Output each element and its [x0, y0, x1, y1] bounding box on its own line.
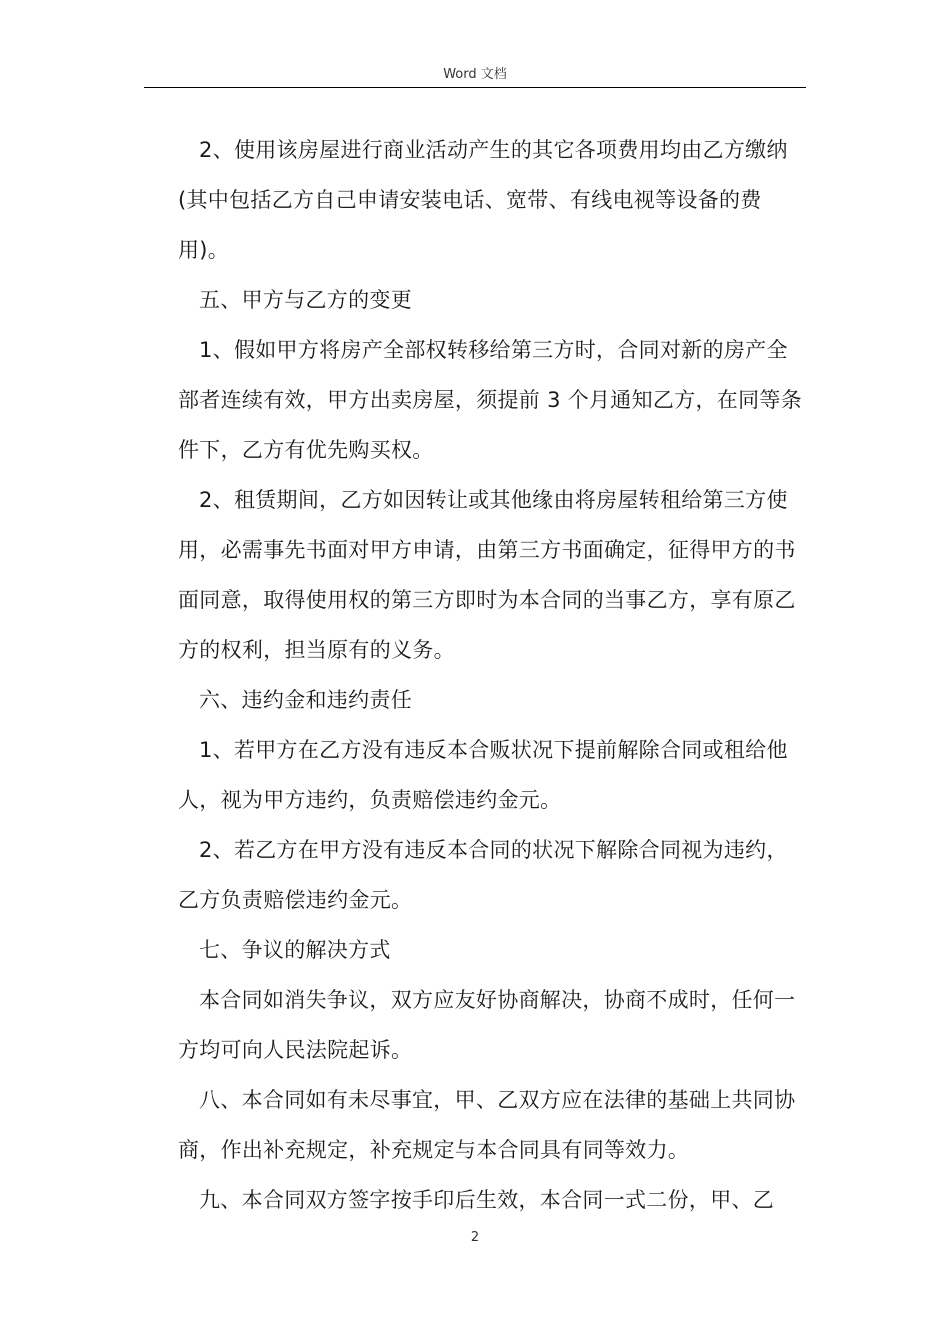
paragraph-ownership-transfer: 1、假如甲方将房产全部权转移给第三方时，合同对新的房产全部者连续有效，甲方出卖房屋，须提前 3 个月通知乙方，在同等条件下，乙方有优先购买权。: [178, 338, 803, 462]
paragraph-dispute-resolution: 本合同如消失争议，双方应友好协商解决，协商不成时，任何一方均可向人民法院起诉。: [178, 988, 796, 1062]
paragraph-party-a-breach: 1、若甲方在乙方没有违反本合贩状况下提前解除合同或租给他人，视为甲方违约，负责赔偿违约金元。: [178, 738, 788, 812]
paragraph-party-b-breach: 2、若乙方在甲方没有违反本合同的状况下解除合同视为违约，乙方负责赔偿违约金元。: [178, 838, 788, 912]
paragraph-fees: 2、使用该房屋进行商业活动产生的其它各项费用均由乙方缴纳(其中包括乙方自己申请安装电话、宽带、有线电视等设备的费用)。: [178, 138, 788, 262]
paragraph-supplementary: 八、本合同如有未尽事宜，甲、乙双方应在法律的基础上共同协商，作出补充规定，补充规定与本合同具有同等效力。: [178, 1088, 796, 1162]
page-number: 2: [470, 1230, 480, 1245]
section-heading-change: 五、甲方与乙方的变更: [199, 288, 412, 312]
paragraph-sublease: 2、租赁期间，乙方如因转让或其他缘由将房屋转租给第三方使用，必需事先书面对甲方申请，由第三方书面确定，征得甲方的书面同意，取得使用权的第三方即时为本合同的当事乙方，享有原乙方的权利，担当原有的义务。: [178, 488, 796, 662]
paragraph-effectiveness: 九、本合同双方签字按手印后生效，本合同一式二份，甲、乙: [199, 1188, 775, 1212]
document-header-title: Word 文档: [443, 67, 507, 82]
document-body: [178, 125, 804, 1225]
section-heading-penalty: 六、违约金和违约责任: [199, 688, 412, 712]
header-divider: [144, 87, 806, 88]
section-heading-dispute: 七、争议的解决方式: [199, 938, 391, 962]
